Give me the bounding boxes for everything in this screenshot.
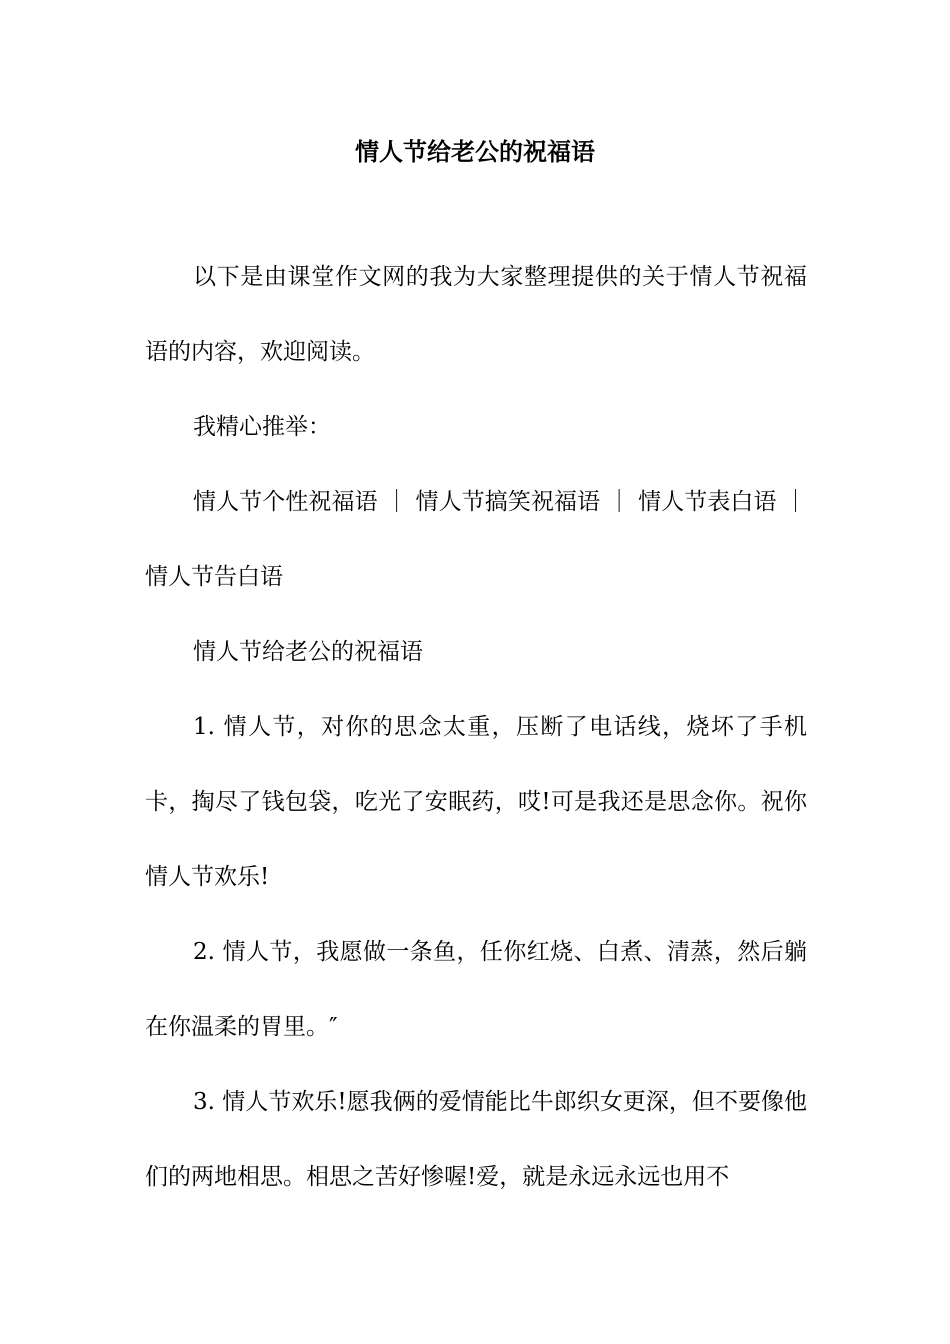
document-title: 情人节给老公的祝福语 (355, 137, 595, 166)
blessing-item-3: 3. 情人节欢乐!愿我俩的爱情能比牛郎织女更深，但不要像他们的两地相思。相思之苦好惨喔!爱，就是永远永远也用不 (145, 1089, 807, 1190)
document-body (145, 240, 807, 1215)
recommend-links: 情人节个性祝福语 ｜ 情人节搞笑祝福语 ｜ 情人节表白语 ｜ 情人节告白语 (145, 489, 807, 590)
blessing-item-2: 2. 情人节，我愿做一条鱼，任你红烧、白煮、清蒸，然后躺在你温柔的胃里。″ (145, 939, 807, 1040)
blessing-item-1: 1. 情人节，对你的思念太重，压断了电话线，烧坏了手机卡，掏尽了钱包袋，吃光了安眠药，哎!可是我还是思念你。祝你情人节欢乐! (145, 714, 807, 890)
section-heading: 情人节给老公的祝福语 (193, 639, 423, 665)
recommend-heading: 我精心推举： (193, 414, 331, 440)
intro-paragraph: 以下是由课堂作文网的我为大家整理提供的关于情人节祝福语的内容，欢迎阅读。 (145, 264, 807, 365)
